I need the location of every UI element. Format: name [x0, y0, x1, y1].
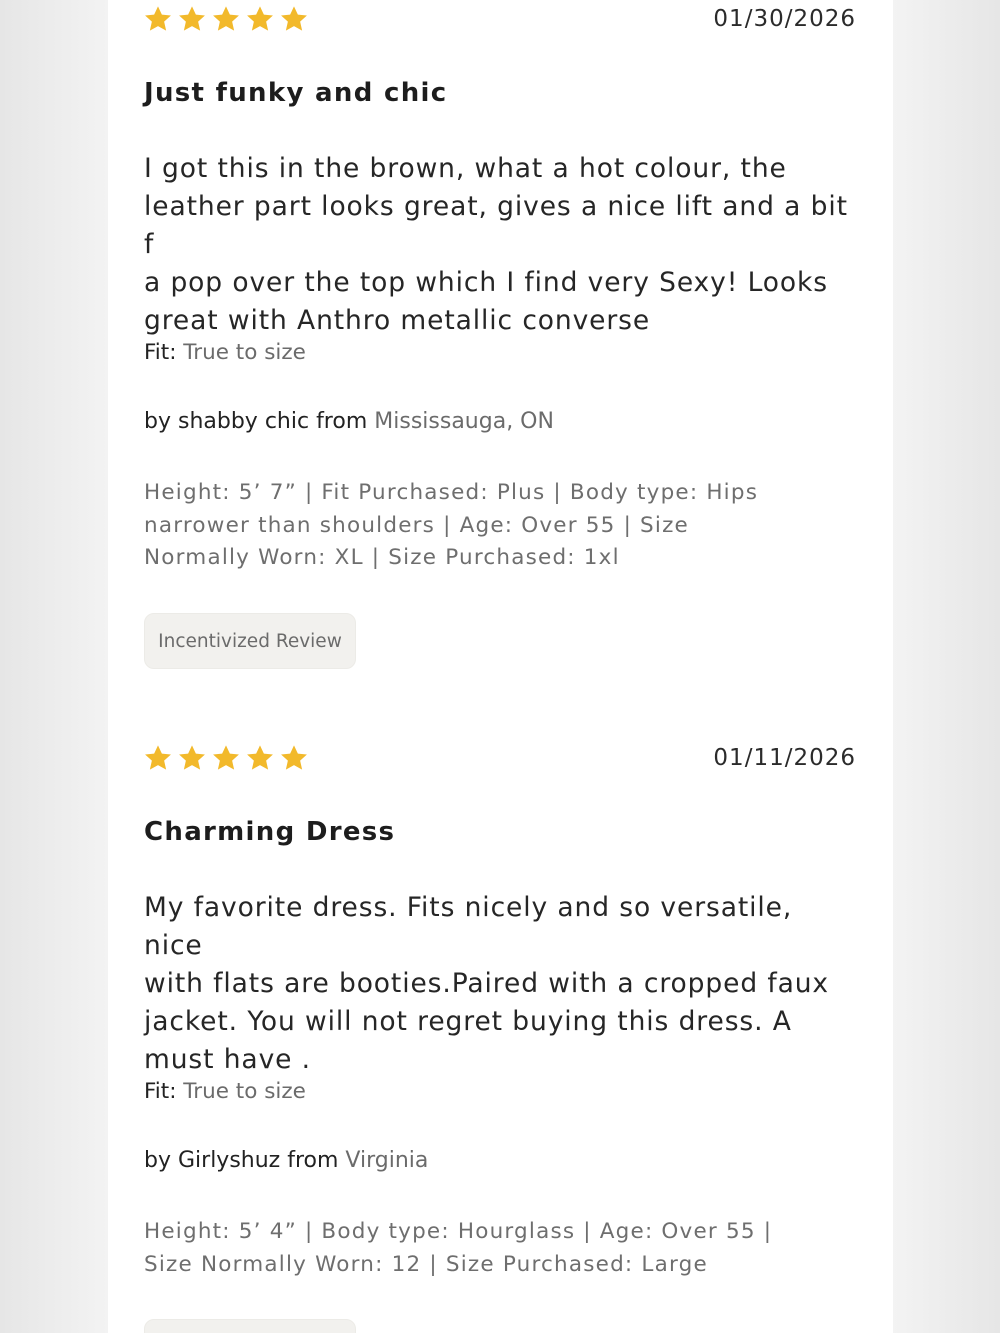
review-card	[144, 739, 856, 1277]
reviewer-name: Girlyshuz	[177, 1148, 281, 1173]
review-body: My favorite dress. Fits nicely and so versatile, nice with flats are booties.Paired with a cropped faux jacket. You will not regret buying this dress. A must have .	[144, 892, 830, 1075]
star-icon	[176, 2, 208, 36]
by-prefix: by	[144, 409, 171, 434]
background-left	[0, 0, 108, 1333]
review-date: 01/30/2026	[713, 6, 856, 32]
review-header	[144, 739, 856, 785]
reviewer-location: Virginia	[345, 1148, 429, 1173]
reviewer-byline	[144, 409, 554, 434]
reviewer-location: Mississauga, ON	[374, 409, 554, 434]
star-icon	[176, 741, 208, 775]
star-icon	[142, 741, 174, 775]
fit-row	[144, 340, 306, 365]
incentivized-review-badge: Incentivized Review	[144, 613, 356, 669]
star-icon	[142, 2, 174, 36]
review-title: Charming Dress	[144, 817, 396, 847]
review-body: I got this in the brown, what a hot colour, the leather part looks great, gives a nice lift and a bit f a pop over the top which I find very Sexy! Looks great with Anthro metallic converse	[144, 153, 848, 336]
review-title: Just funky and chic	[144, 78, 448, 108]
by-prefix: by	[144, 1148, 171, 1173]
star-icon	[244, 741, 276, 775]
star-icon	[278, 741, 310, 775]
fit-label: Fit:	[144, 1079, 177, 1104]
fit-label: Fit:	[144, 340, 177, 365]
star-rating	[142, 741, 310, 775]
fit-value: True to size	[183, 340, 306, 365]
reviewer-attributes: Height: 5’ 4” | Body type: Hourglass | Age: Over 55 | Size Normally Worn: 12 | Size Purchased: Large	[144, 1219, 773, 1277]
reviewer-attributes: Height: 5’ 7” | Fit Purchased: Plus | Body type: Hips narrower than shoulders | Age: Over 55 | Size Normally Worn: XL | Size Purchased: 1xl	[144, 480, 759, 570]
star-icon	[210, 2, 242, 36]
reviewer-name: shabby chic	[177, 409, 310, 434]
background-right	[893, 0, 1000, 1333]
review-date: 01/11/2026	[713, 745, 856, 771]
fit-row	[144, 1079, 306, 1104]
from-word: from	[287, 1148, 339, 1173]
reviews-panel	[108, 0, 893, 1333]
star-icon	[210, 741, 242, 775]
review-badge	[144, 1319, 356, 1333]
star-icon	[278, 2, 310, 36]
reviewer-byline	[144, 1148, 428, 1173]
star-icon	[244, 2, 276, 36]
star-rating	[142, 2, 310, 36]
review-header	[144, 0, 856, 46]
review-card	[144, 0, 856, 652]
from-word: from	[316, 409, 368, 434]
fit-value: True to size	[183, 1079, 306, 1104]
